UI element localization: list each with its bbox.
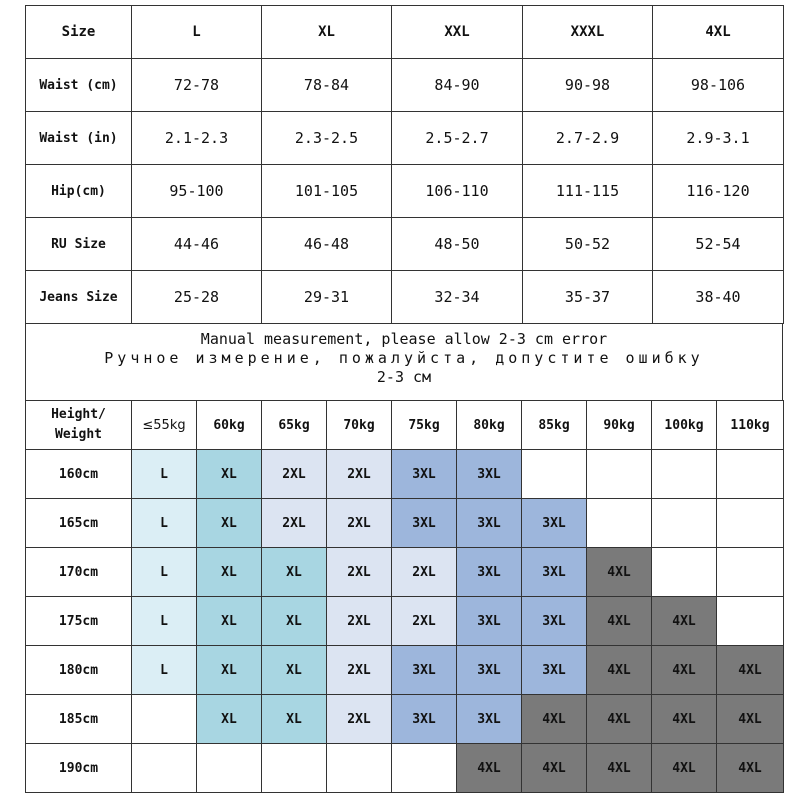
fit-row xyxy=(26,450,784,499)
height-label: 185cm xyxy=(26,695,132,744)
weight-header: 70kg xyxy=(327,401,392,450)
fit-cell xyxy=(717,548,784,597)
table-cell: 116-120 xyxy=(653,165,784,218)
height-weight-corner xyxy=(26,401,132,450)
fit-cell: 2XL xyxy=(327,646,392,695)
fit-cell: 3XL xyxy=(457,597,522,646)
fit-cell: 2XL xyxy=(262,450,327,499)
fit-cell: 3XL xyxy=(392,499,457,548)
fit-cell: XL xyxy=(262,695,327,744)
table-cell: 46-48 xyxy=(262,218,392,271)
table-cell: 78-84 xyxy=(262,59,392,112)
fit-cell: 3XL xyxy=(392,450,457,499)
fit-cell: 3XL xyxy=(457,499,522,548)
measurement-note xyxy=(25,324,783,400)
fit-cell: 4XL xyxy=(587,597,652,646)
fit-cell: 2XL xyxy=(392,597,457,646)
fit-cell: 3XL xyxy=(522,548,587,597)
row-label: Waist (in) xyxy=(26,112,132,165)
weight-header: 100kg xyxy=(652,401,717,450)
height-label: 160cm xyxy=(26,450,132,499)
height-label: 175cm xyxy=(26,597,132,646)
weight-header: 75kg xyxy=(392,401,457,450)
weight-header: 65kg xyxy=(262,401,327,450)
table-cell: 2.9-3.1 xyxy=(653,112,784,165)
fit-cell xyxy=(132,744,197,793)
corner-label-height: Height/ xyxy=(51,407,106,422)
fit-cell: L xyxy=(132,597,197,646)
fit-cell: XL xyxy=(197,548,262,597)
fit-cell xyxy=(132,695,197,744)
table-cell: 25-28 xyxy=(132,271,262,324)
fit-cell: 4XL xyxy=(652,695,717,744)
size-header-l: L xyxy=(132,6,262,59)
fit-cell: 3XL xyxy=(522,597,587,646)
table-cell: 29-31 xyxy=(262,271,392,324)
table-cell: 111-115 xyxy=(523,165,653,218)
table-cell: 35-37 xyxy=(523,271,653,324)
size-header-xl: XL xyxy=(262,6,392,59)
fit-cell: 2XL xyxy=(327,450,392,499)
fit-cell xyxy=(587,450,652,499)
size-header-row xyxy=(26,6,784,59)
fit-cell: 4XL xyxy=(652,646,717,695)
fit-cell: 2XL xyxy=(262,499,327,548)
fit-row xyxy=(26,646,784,695)
fit-cell: 4XL xyxy=(522,744,587,793)
table-cell: 98-106 xyxy=(653,59,784,112)
fit-cell xyxy=(392,744,457,793)
fit-cell: L xyxy=(132,548,197,597)
fit-cell xyxy=(587,499,652,548)
table-cell: 48-50 xyxy=(392,218,523,271)
table-cell: 2.1-2.3 xyxy=(132,112,262,165)
fit-cell: 3XL xyxy=(457,450,522,499)
note-english: Manual measurement, please allow 2-3 cm error xyxy=(200,330,608,348)
weight-header: ≤55kg xyxy=(132,401,197,450)
height-label: 190cm xyxy=(26,744,132,793)
fit-cell xyxy=(197,744,262,793)
fit-cell: 4XL xyxy=(587,695,652,744)
fit-cell: L xyxy=(132,499,197,548)
fit-cell: 4XL xyxy=(652,597,717,646)
table-cell: 72-78 xyxy=(132,59,262,112)
fit-cell: 4XL xyxy=(587,646,652,695)
fit-cell: 3XL xyxy=(457,695,522,744)
table-cell: 95-100 xyxy=(132,165,262,218)
weight-header: 110kg xyxy=(717,401,784,450)
table-cell: 50-52 xyxy=(523,218,653,271)
height-weight-fit-table xyxy=(25,400,784,793)
fit-cell xyxy=(652,499,717,548)
fit-row xyxy=(26,499,784,548)
fit-cell xyxy=(262,744,327,793)
fit-cell: XL xyxy=(262,646,327,695)
fit-cell: 2XL xyxy=(327,597,392,646)
table-cell: 2.7-2.9 xyxy=(523,112,653,165)
weight-header: 90kg xyxy=(587,401,652,450)
table-cell: 2.3-2.5 xyxy=(262,112,392,165)
row-label: Waist (cm) xyxy=(26,59,132,112)
fit-cell: 4XL xyxy=(457,744,522,793)
fit-cell: 3XL xyxy=(392,695,457,744)
note-russian: Ручное измерение, пожалуйста, допустите ошибку xyxy=(104,349,704,367)
fit-cell: XL xyxy=(197,597,262,646)
weight-header: 80kg xyxy=(457,401,522,450)
size-header-label: Size xyxy=(26,6,132,59)
corner-label-weight: Weight xyxy=(55,427,102,442)
waist-in-row xyxy=(26,112,784,165)
fit-cell: XL xyxy=(197,450,262,499)
fit-cell: XL xyxy=(262,597,327,646)
fit-cell: XL xyxy=(262,548,327,597)
size-header-xxl: XXL xyxy=(392,6,523,59)
fit-row xyxy=(26,695,784,744)
fit-cell: 4XL xyxy=(522,695,587,744)
fit-cell: 4XL xyxy=(717,744,784,793)
fit-cell: 4XL xyxy=(587,744,652,793)
fit-cell: L xyxy=(132,450,197,499)
table-cell: 84-90 xyxy=(392,59,523,112)
fit-cell: 3XL xyxy=(522,646,587,695)
fit-cell: 2XL xyxy=(392,548,457,597)
fit-cell: 2XL xyxy=(327,548,392,597)
table-cell: 2.5-2.7 xyxy=(392,112,523,165)
fit-cell: 4XL xyxy=(717,646,784,695)
fit-cell: 3XL xyxy=(392,646,457,695)
weight-header: 60kg xyxy=(197,401,262,450)
note-russian-tail: 2-3 см xyxy=(376,368,432,386)
fit-cell: 3XL xyxy=(457,646,522,695)
weight-header-row xyxy=(26,401,784,450)
height-label: 165cm xyxy=(26,499,132,548)
fit-row xyxy=(26,597,784,646)
table-cell: 32-34 xyxy=(392,271,523,324)
fit-cell: XL xyxy=(197,646,262,695)
size-header-xxxl: XXXL xyxy=(523,6,653,59)
table-cell: 44-46 xyxy=(132,218,262,271)
waist-cm-row xyxy=(26,59,784,112)
fit-row xyxy=(26,548,784,597)
size-measurement-table xyxy=(25,5,784,324)
fit-cell xyxy=(652,548,717,597)
fit-cell: 3XL xyxy=(522,499,587,548)
fit-cell: L xyxy=(132,646,197,695)
jeans-size-row xyxy=(26,271,784,324)
ru-size-row xyxy=(26,218,784,271)
weight-header: 85kg xyxy=(522,401,587,450)
fit-row xyxy=(26,744,784,793)
height-label: 180cm xyxy=(26,646,132,695)
table-cell: 90-98 xyxy=(523,59,653,112)
row-label: RU Size xyxy=(26,218,132,271)
hip-row xyxy=(26,165,784,218)
fit-cell xyxy=(652,450,717,499)
fit-cell xyxy=(717,597,784,646)
row-label: Hip(cm) xyxy=(26,165,132,218)
fit-cell: XL xyxy=(197,695,262,744)
fit-cell: XL xyxy=(197,499,262,548)
table-cell: 38-40 xyxy=(653,271,784,324)
fit-cell: 3XL xyxy=(457,548,522,597)
size-header-4xl: 4XL xyxy=(653,6,784,59)
fit-cell: 4XL xyxy=(652,744,717,793)
fit-cell: 2XL xyxy=(327,695,392,744)
fit-cell: 2XL xyxy=(327,499,392,548)
table-cell: 106-110 xyxy=(392,165,523,218)
table-cell: 52-54 xyxy=(653,218,784,271)
fit-cell xyxy=(327,744,392,793)
table-cell: 101-105 xyxy=(262,165,392,218)
height-label: 170cm xyxy=(26,548,132,597)
size-chart xyxy=(25,5,783,793)
fit-cell xyxy=(522,450,587,499)
fit-cell xyxy=(717,450,784,499)
row-label: Jeans Size xyxy=(26,271,132,324)
fit-cell: 4XL xyxy=(587,548,652,597)
fit-cell: 4XL xyxy=(717,695,784,744)
fit-cell xyxy=(717,499,784,548)
